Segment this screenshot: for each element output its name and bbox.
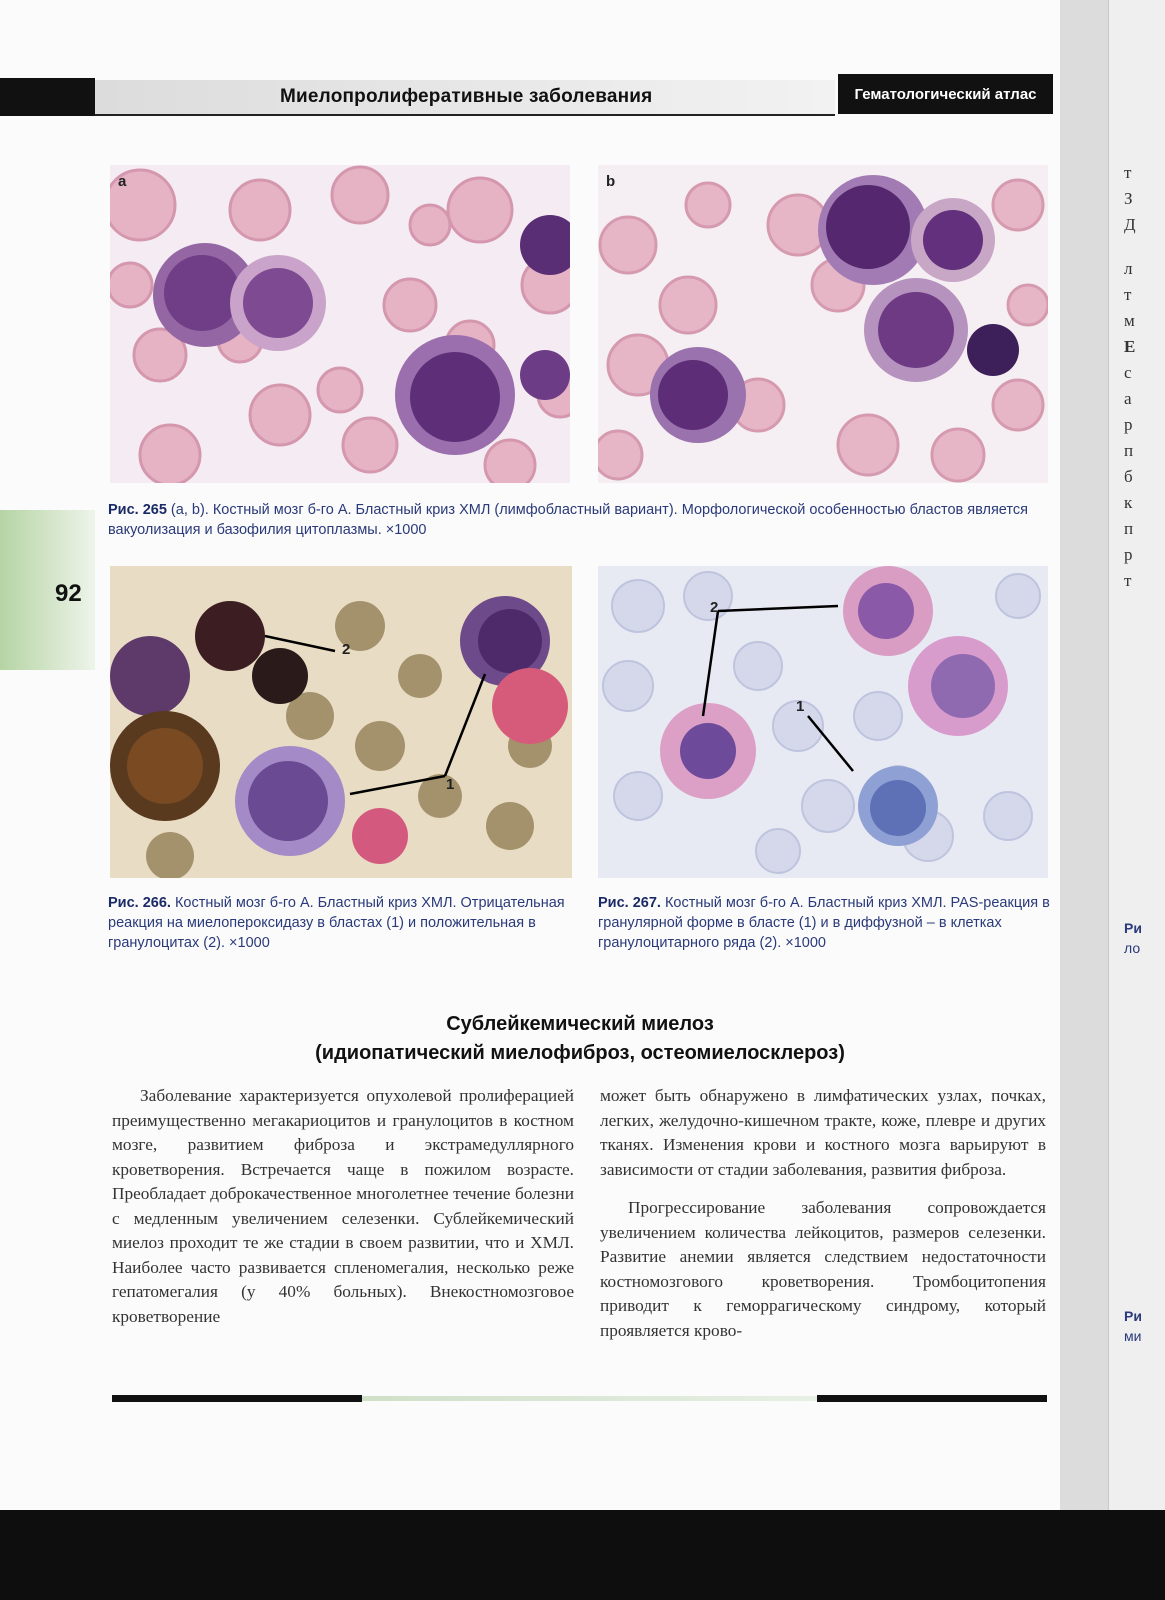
scan-background: [0, 1510, 1165, 1600]
caption-266-text: Костный мозг б-го А. Бластный криз ХМЛ. Отрицательная реакция на миелопероксидазу в бластах (1) и положительная в гранулоцитах (2). ×1000: [108, 895, 565, 951]
footer-rule-right: [817, 1395, 1047, 1402]
fragment-caption: ми: [1124, 1328, 1142, 1344]
fig267-label-1: 1: [796, 698, 805, 715]
paragraph-2: может быть обнаружено в лимфатических узлах, почках, легких, желудочно-кишечном тракте, коже, плевре и других тканях. Изменения крови и костного мозга варьируют в зависимости от стадии заболевания, развития фиброза.: [600, 1086, 1046, 1179]
micrograph-266: [110, 566, 572, 878]
fragment-line: т: [1124, 571, 1132, 590]
next-page-text-fragments: [1124, 160, 1136, 594]
section-title-line-2: (идиопатический миелофиброз, остеомиелосклероз): [315, 1042, 845, 1064]
fragment-line: а: [1124, 389, 1132, 408]
micrograph-265a-image: [110, 165, 570, 483]
caption-267-lead: Рис. 267.: [598, 895, 661, 911]
fragment-line: р: [1124, 545, 1133, 564]
fragment-caption: ло: [1124, 940, 1141, 956]
fragment-caption: Ри: [1124, 920, 1142, 936]
caption-266-lead: Рис. 266.: [108, 895, 171, 911]
section-title-line-1: Сублейкемический миелоз: [446, 1013, 714, 1035]
caption-fig-265: [108, 500, 1053, 540]
body-column-right: [600, 1084, 1046, 1343]
paragraph-1: Заболевание характеризуется опухолевой пролиферацией преимущественно мегакариоцитов и гранулоцитов в костном мозге, развитием фиброза и экстрамедуллярного кроветворения. Встречается чаще в пожилом возрасте. Преобладает доброкачественное многолетнее течение болезни с медленным увеличением селезенки. Сублейкемический миелоз проходит те же стадии в своем развитии, что и ХМЛ. Наиболее часто развивается спленомегалия, несколько реже гепатомегалия (у 40% больных). Внекостномозговое кроветворение: [112, 1086, 574, 1326]
micrograph-265b-image: [598, 165, 1048, 483]
micrograph-266-image: [110, 566, 572, 878]
fragment-line: б: [1124, 467, 1133, 486]
panel-label-b: b: [606, 173, 616, 190]
running-header-title: Миелопролиферативные заболевания: [280, 86, 653, 107]
fragment-line: л: [1124, 259, 1133, 278]
fragment-line: п: [1124, 441, 1134, 460]
caption-fig-267: [598, 893, 1050, 953]
page-number: 92: [55, 580, 82, 607]
micrograph-267: [598, 566, 1048, 878]
next-page-caption-2: [1124, 1306, 1142, 1346]
footer-rule-middle: [362, 1396, 817, 1401]
panel-label-a: a: [118, 173, 127, 190]
micrograph-265b: [598, 165, 1048, 483]
caption-265-lead: Рис. 265: [108, 502, 167, 518]
fragment-line: Д: [1124, 215, 1136, 234]
body-column-left: [112, 1084, 574, 1329]
fragment-line: с: [1124, 363, 1132, 382]
caption-265-text: (a, b). Костный мозг б-го А. Бластный криз ХМЛ (лимфобластный вариант). Морфологической особенностью бластов является вакуолизация и базофилия цитоплазмы. ×1000: [108, 502, 1028, 538]
caption-fig-266: [108, 893, 573, 953]
next-page-strip: [1108, 0, 1165, 1510]
fragment-caption: Ри: [1124, 1308, 1142, 1324]
fragment-line: р: [1124, 415, 1133, 434]
micrograph-267-image: [598, 566, 1048, 878]
header-left-block: [0, 78, 95, 116]
fragment-line: З: [1124, 189, 1133, 208]
caption-267-text: Костный мозг б-го А. Бластный криз ХМЛ. PAS-реакция в гранулярной форме в бласте (1) и в диффузной – в клетках гранулоцитарного ряда (2). ×1000: [598, 895, 1050, 951]
paragraph-3: Прогрессирование заболевания сопровождается увеличением количества лейкоцитов, размеров селезенки. Развитие анемии является следствием недостаточности костномозгового кроветворения. Тромбоцитопения приводит к геморрагическому синдрому, который проявляется крово-: [600, 1198, 1046, 1340]
fragment-line: м: [1124, 311, 1135, 330]
micrograph-265a: [110, 165, 570, 483]
fig266-label-2: 2: [342, 641, 351, 658]
fragment-line: т: [1124, 163, 1132, 182]
fragment-line: к: [1124, 493, 1133, 512]
section-title: [110, 1010, 1050, 1068]
fig266-label-1: 1: [446, 776, 455, 793]
fig267-label-2: 2: [710, 599, 719, 616]
next-page-caption-1: [1124, 918, 1142, 958]
fragment-line: т: [1124, 285, 1132, 304]
footer-rule-left: [112, 1395, 362, 1402]
fragment-line: п: [1124, 519, 1134, 538]
fragment-line: Е: [1124, 337, 1136, 356]
atlas-badge: Гематологический атлас: [838, 74, 1053, 114]
